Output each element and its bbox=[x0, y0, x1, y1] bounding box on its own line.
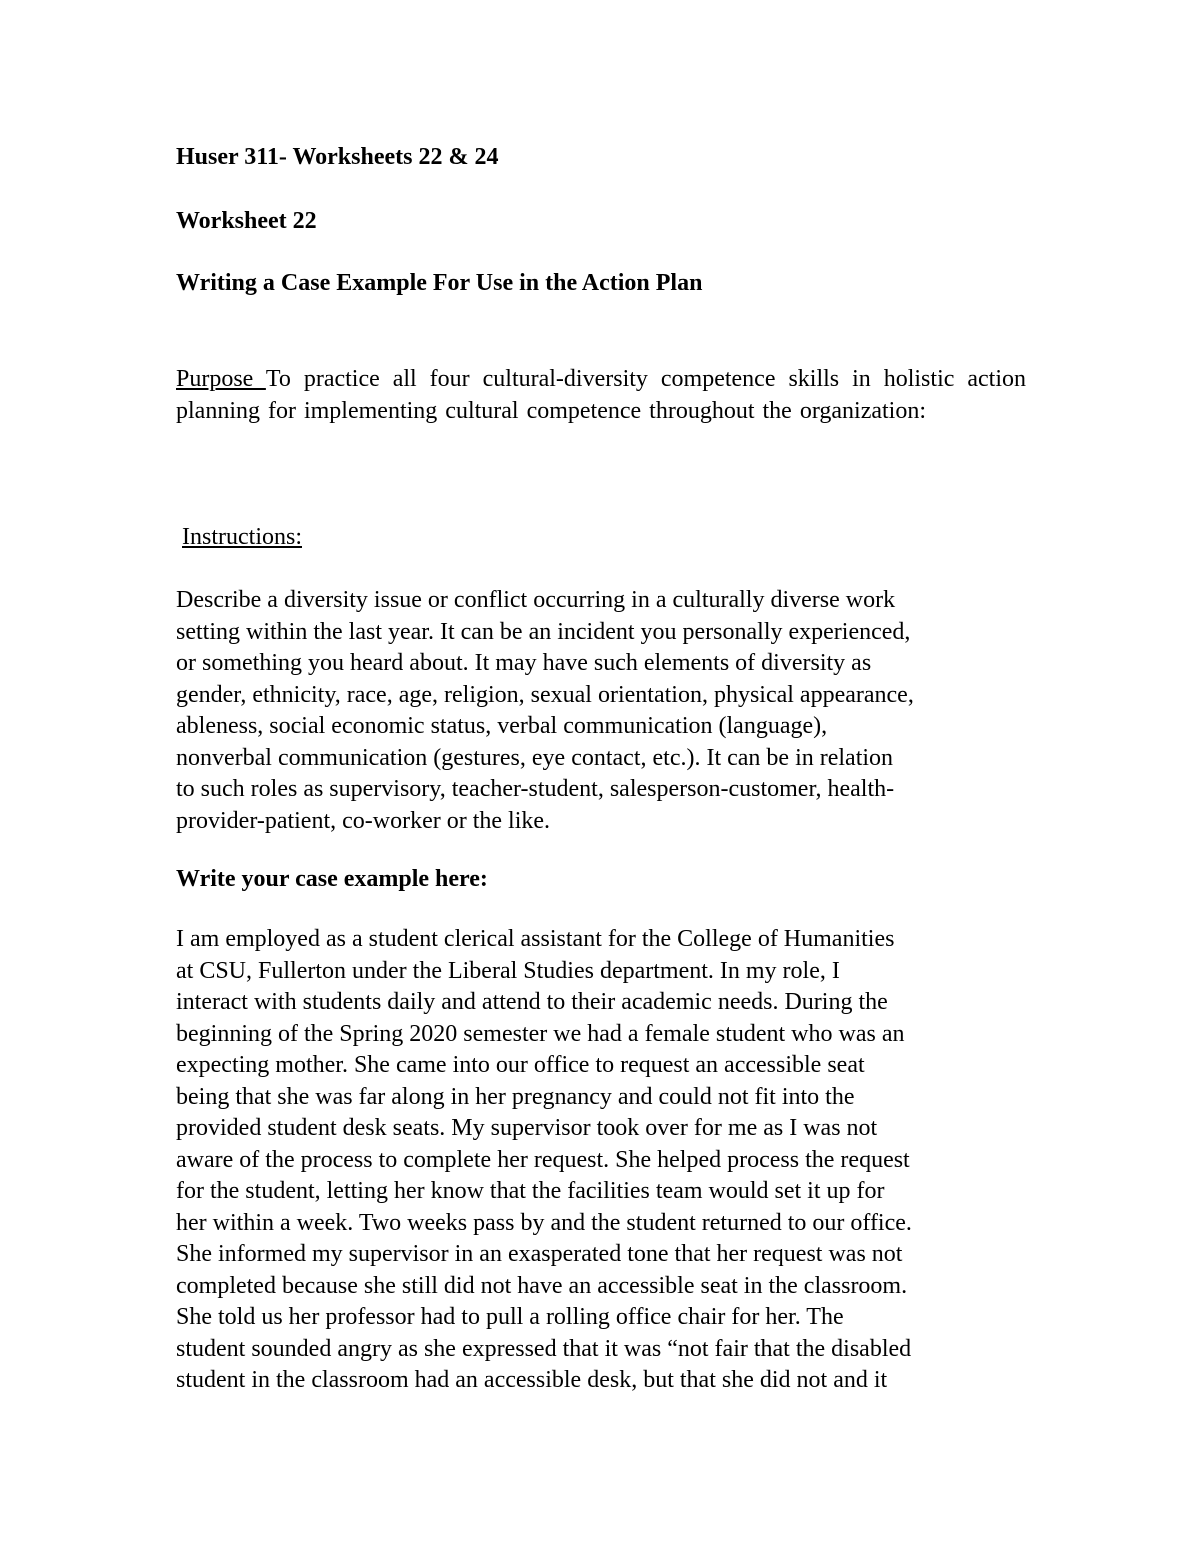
case-line: expecting mother. She came into our office to request an accessible seat bbox=[176, 1052, 865, 1078]
instructions-line: to such roles as supervisory, teacher-student, salesperson-customer, health- bbox=[176, 776, 895, 802]
case-line: beginning of the Spring 2020 semester we had a female student who was an bbox=[176, 1020, 905, 1047]
instructions-line: setting within the last year. It can be an incident you personally experienced, bbox=[176, 618, 911, 645]
case-line: completed because she still did not have an accessible seat in the classroom. bbox=[176, 1272, 908, 1299]
purpose-text: To practice all four cultural-diversity competence skills in holistic action planning for implementing cultural competence throughout the organization: bbox=[176, 366, 1026, 424]
worksheet-subtitle: Worksheet 22 bbox=[176, 208, 317, 234]
instructions-line: or something you heard about. It may have such elements of diversity as bbox=[176, 650, 872, 676]
purpose-label: Purpose bbox=[176, 366, 266, 392]
case-line: provided student desk seats. My supervisor took over for me as I was not bbox=[176, 1115, 878, 1141]
case-line: She told us her professor had to pull a rolling office chair for her. The bbox=[176, 1304, 844, 1330]
case-line: student in the classroom had an accessible desk, but that she did not and it bbox=[176, 1367, 888, 1393]
section-heading: Writing a Case Example For Use in the Action Plan bbox=[176, 270, 703, 296]
instructions-line: ableness, social economic status, verbal communication (language), bbox=[176, 713, 828, 739]
case-line: her within a week. Two weeks pass by and the student returned to our office. bbox=[176, 1209, 912, 1236]
case-line: being that she was far along in her pregnancy and could not fit into the bbox=[176, 1083, 855, 1110]
instructions-paragraph bbox=[176, 585, 1016, 837]
instructions-line: provider-patient, co-worker or the like. bbox=[176, 807, 551, 834]
case-line: student sounded angry as she expressed that it was “not fair that the disabled bbox=[176, 1335, 912, 1362]
case-line: at CSU, Fullerton under the Liberal Studies department. In my role, I bbox=[176, 957, 840, 984]
document-title: Huser 311- Worksheets 22 & 24 bbox=[176, 144, 499, 170]
case-example-paragraph bbox=[176, 924, 1026, 1397]
write-case-heading: Write your case example here: bbox=[176, 866, 488, 892]
instructions-line: Describe a diversity issue or conflict occurring in a culturally diverse work bbox=[176, 587, 896, 613]
case-line: She informed my supervisor in an exasperated tone that her request was not bbox=[176, 1241, 903, 1267]
instructions-label: Instructions: bbox=[182, 524, 302, 550]
case-line: interact with students daily and attend to their academic needs. During the bbox=[176, 989, 888, 1015]
case-line: aware of the process to complete her request. She helped process the request bbox=[176, 1146, 910, 1173]
instructions-line: gender, ethnicity, race, age, religion, sexual orientation, physical appearance, bbox=[176, 681, 914, 708]
case-line: for the student, letting her know that the facilities team would set it up for bbox=[176, 1178, 885, 1204]
case-line: I am employed as a student clerical assistant for the College of Humanities bbox=[176, 926, 895, 952]
instructions-line: nonverbal communication (gestures, eye contact, etc.). It can be in relation bbox=[176, 744, 894, 771]
purpose-paragraph bbox=[176, 364, 1026, 427]
